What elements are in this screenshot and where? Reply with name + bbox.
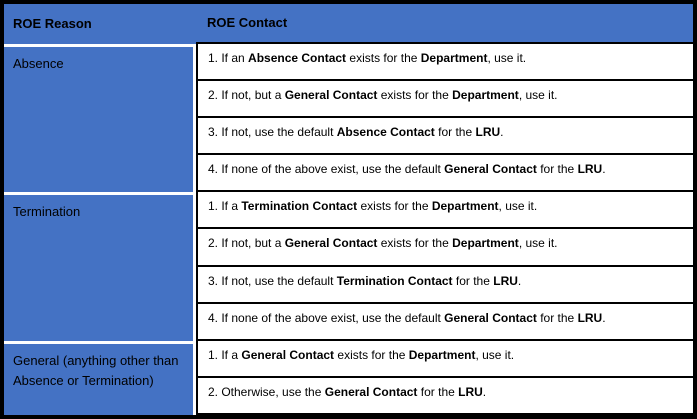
roe-contact-step-cell: 4. If none of the above exist, use the default General Contact for the LRU. xyxy=(196,155,693,192)
roe-contact-table xyxy=(4,4,693,415)
header-row xyxy=(4,4,693,44)
roe-reason-cell: General (anything other than Absence or Termination) xyxy=(4,341,196,415)
roe-contact-step-cell: 3. If not, use the default Absence Contact for the LRU. xyxy=(196,118,693,155)
column-header-roe-reason: ROE Reason xyxy=(4,4,196,44)
roe-contact-step-cell: 2. If not, but a General Contact exists for the Department, use it. xyxy=(196,229,693,266)
roe-reason-cell: Termination xyxy=(4,192,196,340)
roe-contact-step-cell: 3. If not, use the default Termination Contact for the LRU. xyxy=(196,267,693,304)
column-header-roe-contact: ROE Contact xyxy=(196,4,693,44)
roe-contact-step-cell: 2. Otherwise, use the General Contact for the LRU. xyxy=(196,378,693,415)
table-row xyxy=(4,192,693,229)
roe-contact-step-cell: 2. If not, but a General Contact exists for the Department, use it. xyxy=(196,81,693,118)
roe-contact-step-cell: 1. If a Termination Contact exists for the Department, use it. xyxy=(196,192,693,229)
roe-contact-step-cell: 4. If none of the above exist, use the default General Contact for the LRU. xyxy=(196,304,693,341)
table-row xyxy=(4,341,693,378)
roe-contact-step-cell: 1. If an Absence Contact exists for the Department, use it. xyxy=(196,44,693,81)
table-row xyxy=(4,44,693,81)
roe-contact-step-cell: 1. If a General Contact exists for the Department, use it. xyxy=(196,341,693,378)
roe-reason-cell: Absence xyxy=(4,44,196,192)
